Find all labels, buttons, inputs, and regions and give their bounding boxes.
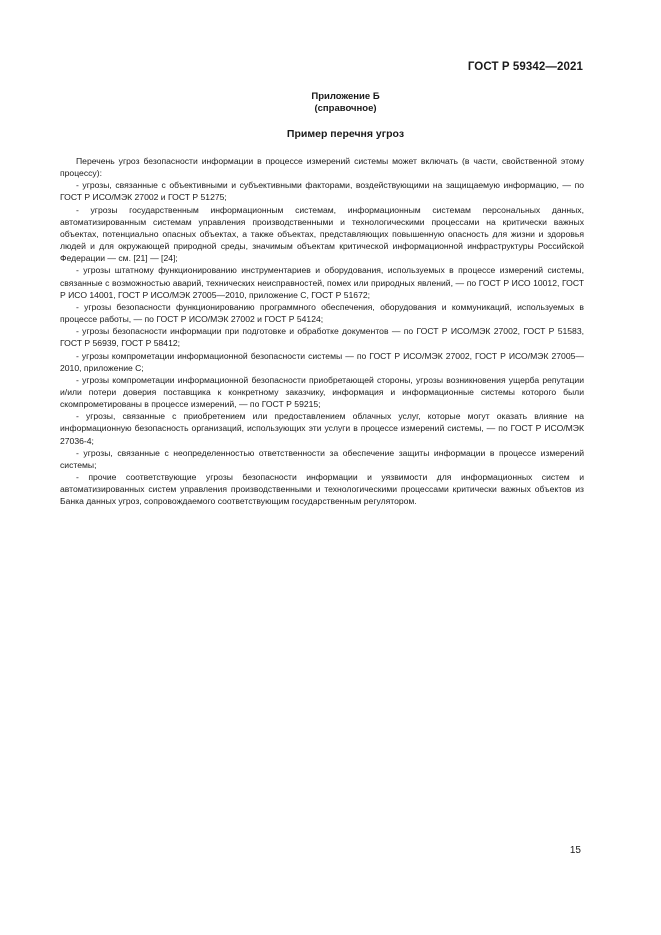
paragraph-threat-item: - угрозы компрометации информационной безопасности системы — по ГОСТ Р ИСО/МЭК 27002, ГОСТ Р ИСО/МЭК 27005—2010, приложение С;: [60, 350, 584, 373]
paragraph-threat-item: - угрозы безопасности функционированию программного обеспечения, оборудования и коммуникаций, используемых в процессе работы, — по ГОСТ Р ИСО/МЭК 27002 и ГОСТ Р 54124;: [60, 301, 584, 325]
paragraph-threat-item: - угрозы штатному функционированию инструментариев и оборудования, используемых в процессе измерений системы, связанные с возможностью аварий, технических неисправностей, помех или природных явлений, — по ГОСТ Р ИСО 10012, ГОСТ Р ИСО 14001, ГОСТ Р ИСО/МЭК 27005—2010, приложение С, ГОСТ Р 51672;: [60, 265, 584, 300]
paragraph-intro: Перечень угроз безопасности информации в процессе измерений системы может включать (в части, свойственной этому процессу):: [60, 156, 584, 179]
section-title: Пример перечня угроз: [286, 128, 405, 140]
appendix-title: Приложение Б: [311, 91, 380, 102]
paragraph-threat-item: - угрозы, связанные с приобретением или предоставлением облачных услуг, которые могут оказать влияние на информационную безопасность организаций, использующих эти услуги в процессе измерений системы, — по ГОСТ Р ИСО/МЭК 27036-4;: [60, 411, 584, 446]
paragraph-threat-item: - угрозы, связанные с объективными и субъективными факторами, воздействующими на защищаемую информацию, — по ГОСТ Р ИСО/МЭК 27002 и ГОСТ Р 51275;: [60, 180, 584, 203]
paragraph-threat-item: - угрозы безопасности информации при подготовке и обработке документов — по ГОСТ Р ИСО/МЭК 27002, ГОСТ Р 51583, ГОСТ Р 56939, ГОСТ Р 58412;: [60, 326, 584, 349]
paragraph-threat-item: - угрозы компрометации информационной безопасности приобретающей стороны, угрозы возникновения ущерба репутации и/или потери доверия поставщика к конкретному заказчику, информация и информационные системы которого были скомпрометированы в процессе измерений, — по ГОСТ Р 59215;: [60, 374, 584, 410]
body-text: [60, 155, 584, 508]
standard-code-header: ГОСТ Р 59342—2021: [467, 61, 583, 73]
appendix-note: (справочное): [314, 103, 377, 114]
paragraph-threat-item: - угрозы, связанные с неопределенностью ответственности за обеспечение защиты информации в процессе измерений системы;: [60, 447, 584, 470]
appendix-heading: [0, 91, 661, 115]
paragraph-threat-item: - угрозы государственным информационным системам, информационным системам персональных данных, автоматизированным системам управления производственными и технологическими процессами на критически важных объектах, потенциально опасных объектах, а также объектах, представляющих повышенную опасность для жизни и здоровья людей и для окружающей природной среды, значимым объектам критической информационной инфраструктуры Российской Федерации — см. [21] — [24];: [60, 204, 584, 264]
paragraph-threat-item: - прочие соответствующие угрозы безопасности информации и уязвимости для информационных систем и автоматизированных систем управления производственными и технологическими процессами критически важных объектов из Банка данных угроз, сопровождаемого соответствующим государственным регулятором.: [60, 472, 584, 507]
page-number: 15: [569, 845, 581, 856]
